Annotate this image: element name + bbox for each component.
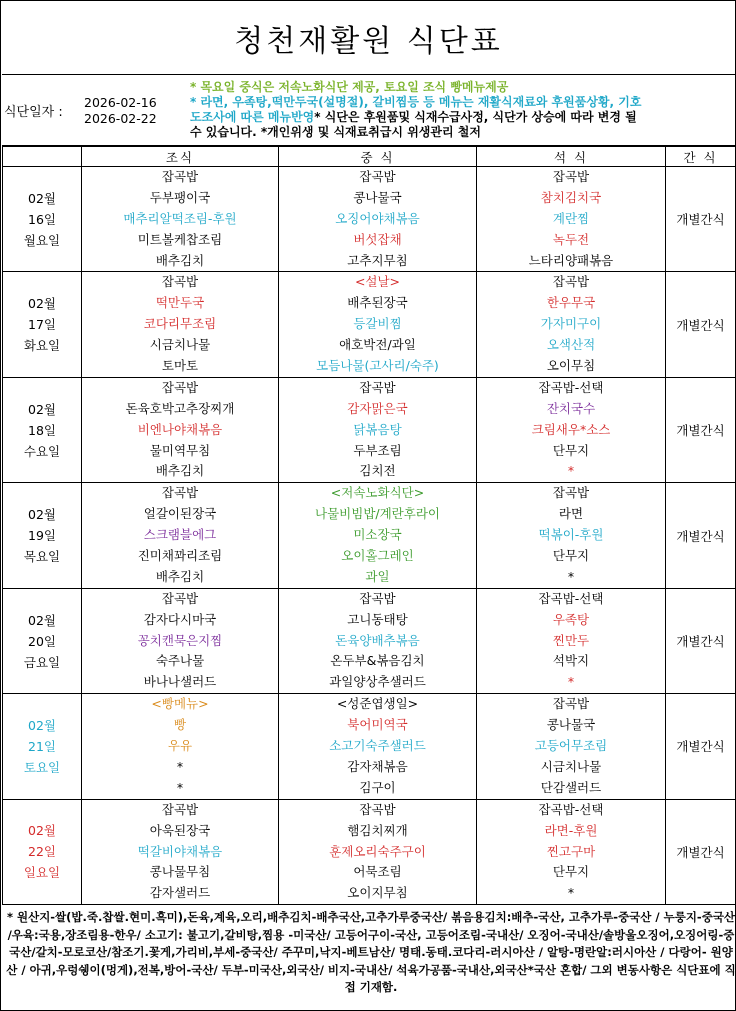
lunch-cell (279, 799, 477, 904)
notice-line-2: * 라면, 우족탕,떡만두국(설명절), 갈비찜등 등 메뉴는 재활식재료와 후원품상황, 기호 (190, 95, 642, 109)
lunch-item: 김치전 (359, 463, 396, 479)
breakfast-item: 잡곡밥 (161, 801, 199, 817)
breakfast-item: <빵메뉴> (151, 696, 209, 712)
breakfast-item: 콩나물무침 (149, 864, 211, 880)
dinner-item: 오색산적 (546, 337, 596, 353)
dinner-cell (477, 799, 666, 904)
day-cell (3, 588, 82, 693)
day-weekday: 토요일 (23, 759, 61, 775)
dinner-item: 계란찜 (552, 210, 590, 226)
day-weekday: 목요일 (23, 549, 61, 565)
dinner-item: 찐만두 (552, 632, 590, 648)
notice-line-1: * 목요일 중식은 저속노화식단 제공, 토요일 조식 빵메뉴제공 (190, 80, 509, 94)
snack-cell: 개별간식 (666, 483, 736, 588)
breakfast-item: 잡곡밥 (161, 274, 199, 290)
lunch-item: 닭볶음탕 (353, 421, 402, 437)
lunch-item: 잡곡밥 (359, 379, 396, 395)
lunch-item: 훈제오리숙주구이 (329, 843, 426, 859)
lunch-item: 감자맑은국 (347, 400, 408, 416)
lunch-item: 오이지무침 (347, 885, 408, 901)
breakfast-item: 잡곡밥 (161, 169, 199, 184)
dinner-item: 잡곡밥-선택 (538, 379, 604, 395)
day-day: 19일 (28, 528, 56, 544)
day-day: 20일 (28, 633, 56, 649)
lunch-item: 감자채볶음 (347, 758, 408, 774)
dinner-item: 시금치나물 (540, 758, 602, 774)
breakfast-item: 감자다시마국 (143, 611, 217, 627)
breakfast-item: 돈육호박고추장찌개 (125, 400, 235, 416)
day-cell (3, 167, 82, 272)
breakfast-item: 시금치나물 (149, 337, 211, 353)
lunch-item: 두부조림 (353, 442, 402, 458)
breakfast-item: 배추김치 (155, 463, 205, 479)
dinner-item: 우족탕 (552, 611, 590, 627)
lunch-item: 배추된장국 (347, 295, 408, 311)
snack-cell: 개별간식 (666, 799, 736, 904)
breakfast-cell (82, 588, 279, 693)
lunch-item: 나물비빔밥/계란후라이 (315, 506, 440, 522)
day-row (3, 377, 736, 482)
breakfast-item: 감자샐러드 (149, 885, 211, 901)
dinner-item: 잡곡밥 (552, 274, 590, 290)
dinner-item: 콩나물국 (546, 717, 596, 733)
breakfast-item: 꽁치캔묵은지찜 (137, 632, 223, 648)
dinner-item: 단무지 (552, 864, 590, 880)
lunch-item: 모듬나물(고사리/숙주) (316, 358, 439, 374)
notice-line-3 (190, 110, 637, 125)
day-row (3, 167, 736, 272)
day-month: 02월 (28, 190, 56, 206)
header-lunch: 중 식 (279, 147, 477, 167)
dinner-cell (477, 272, 666, 377)
breakfast-item: 미트볼케찹조림 (137, 231, 223, 247)
day-weekday: 일요일 (23, 865, 61, 881)
dinner-item: 가자미구이 (540, 316, 602, 332)
day-row (3, 272, 736, 377)
lunch-item: 돈육양배추볶음 (335, 632, 420, 648)
notice-line-3-text: * 식단은 후원품및 식재수급사정, 식단가 상승에 따라 변경 될 (314, 110, 637, 124)
day-row (3, 483, 736, 588)
dinner-item: * (567, 674, 575, 690)
breakfast-cell (82, 483, 279, 588)
breakfast-item: 잡곡밥 (161, 379, 199, 395)
breakfast-item: 떡갈비야채볶음 (137, 843, 223, 859)
header-dinner: 석 식 (477, 147, 666, 167)
lunch-item: 과일양상추샐러드 (329, 674, 426, 690)
lunch-item: 오이홀그레인 (341, 548, 414, 564)
dinner-item: 석박지 (552, 653, 590, 669)
day-day: 18일 (28, 422, 56, 438)
breakfast-item: 아욱된장국 (149, 822, 211, 838)
day-month: 02월 (28, 401, 56, 417)
day-day: 17일 (28, 317, 56, 333)
breakfast-item: 비엔나야채볶음 (137, 421, 223, 437)
breakfast-item: 매추리알떡조림-후원 (123, 210, 237, 226)
breakfast-item: 빵 (173, 717, 187, 733)
breakfast-item: 토마토 (161, 358, 199, 374)
dinner-item: 고등어무조림 (534, 738, 608, 754)
dinner-item: 찐고구마 (546, 843, 596, 859)
lunch-cell (279, 272, 477, 377)
lunch-item: <성준엽생일> (336, 696, 419, 712)
dinner-cell (477, 167, 666, 272)
breakfast-item: * (176, 758, 184, 774)
snack-cell: 개별간식 (666, 588, 736, 693)
header-day (3, 147, 82, 167)
dinner-item: 라면 (558, 506, 584, 522)
day-month: 02월 (28, 612, 56, 628)
dinner-item: 잡곡밥 (552, 485, 590, 501)
dinner-item: 오이무침 (546, 358, 596, 374)
dinner-item: 잡곡밥-선택 (538, 590, 604, 606)
dinner-item: 잡곡밥 (552, 696, 590, 712)
breakfast-cell (82, 167, 279, 272)
lunch-item: 애호박전/과일 (339, 337, 416, 353)
breakfast-cell (82, 799, 279, 904)
day-row (3, 799, 736, 904)
dinner-item: 라면-후원 (544, 822, 598, 838)
breakfast-item: 우유 (167, 738, 193, 754)
day-row (3, 694, 736, 799)
lunch-cell (279, 483, 477, 588)
day-weekday: 금요일 (23, 654, 61, 670)
lunch-item: 과일 (365, 568, 390, 584)
dinner-item: * (567, 568, 575, 584)
lunch-item: 잡곡밥 (359, 169, 396, 184)
snack-cell: 개별간식 (666, 694, 736, 799)
dinner-cell (477, 694, 666, 799)
lunch-item: <설날> (354, 274, 401, 290)
day-month: 02월 (28, 717, 56, 733)
menu-body (3, 167, 736, 905)
dinner-item: 떡볶이-후원 (538, 527, 604, 543)
date-start: 2026-02-16 (84, 95, 157, 110)
breakfast-item: 물미역무침 (149, 442, 211, 458)
breakfast-item: 바나나샐러드 (143, 674, 217, 690)
date-end: 2026-02-22 (84, 111, 157, 126)
snack-cell: 개별간식 (666, 377, 736, 482)
breakfast-item: 코다리무조림 (143, 316, 217, 332)
info-section (2, 74, 735, 146)
day-cell (3, 694, 82, 799)
header-breakfast: 조식 (82, 147, 279, 167)
lunch-item: 등갈비찜 (353, 316, 402, 332)
dinner-item: 잔치국수 (546, 400, 596, 416)
day-cell (3, 799, 82, 904)
day-weekday: 수요일 (23, 443, 61, 459)
lunch-item: 잡곡밥 (359, 801, 396, 817)
dinner-item: 참치김치국 (540, 189, 602, 205)
day-weekday: 화요일 (23, 338, 61, 354)
dinner-item: 녹두전 (552, 231, 590, 247)
dinner-item: 크림새우*소스 (531, 421, 611, 437)
snack-cell: 개별간식 (666, 272, 736, 377)
breakfast-cell (82, 272, 279, 377)
dinner-item: 단무지 (552, 548, 590, 564)
dinner-item: * (567, 463, 575, 479)
lunch-cell (279, 167, 477, 272)
breakfast-item: 배추김치 (155, 568, 205, 584)
dinner-item: 잡곡밥 (552, 169, 590, 184)
day-month: 02월 (28, 823, 56, 839)
menu-table (2, 146, 736, 905)
lunch-cell (279, 694, 477, 799)
lunch-cell (279, 377, 477, 482)
lunch-item: 미소장국 (353, 527, 402, 543)
lunch-item: 북어미역국 (347, 717, 408, 733)
breakfast-cell (82, 377, 279, 482)
day-cell (3, 483, 82, 588)
breakfast-item: 얼갈이된장국 (143, 506, 217, 522)
day-day: 22일 (28, 844, 56, 860)
dinner-cell (477, 588, 666, 693)
day-day: 21일 (28, 738, 56, 754)
lunch-item: 온두부&볶음김치 (330, 653, 425, 669)
page-title: 청천재활원 식단표 (2, 2, 735, 75)
date-label: 식단일자 : (4, 105, 63, 120)
lunch-item: 김구이 (359, 779, 396, 795)
lunch-item: 고니동태탕 (347, 611, 408, 627)
lunch-item: 콩나물국 (353, 189, 402, 205)
lunch-item: 어묵조림 (353, 864, 402, 880)
notice-line-4: 수 있습니다. *개인위생 및 식재료취급시 위생관리 철저 (190, 125, 481, 139)
header-row (3, 147, 736, 167)
breakfast-item: * (176, 779, 184, 795)
lunch-cell (279, 588, 477, 693)
lunch-item: 잡곡밥 (359, 590, 396, 606)
lunch-item: 햄김치찌개 (347, 822, 408, 838)
dinner-cell (477, 483, 666, 588)
day-cell (3, 377, 82, 482)
breakfast-item: 스크램블에그 (143, 527, 217, 543)
breakfast-item: 잡곡밥 (161, 485, 199, 501)
day-day: 16일 (28, 211, 56, 227)
dinner-item: 단무지 (552, 442, 590, 458)
breakfast-item: 배추김치 (155, 252, 205, 268)
day-month: 02월 (28, 296, 56, 312)
dinner-item: 한우무국 (546, 295, 596, 311)
breakfast-cell (82, 694, 279, 799)
origin-footnote: * 원산지-쌀(밥.죽.찹쌀.현미.흑미),돈육,계육,오리,배추김치-배추국산,고추가루중국산/ 볶음용김치:배추-국산, 고추가루-중국산 / 누룽지-중국산 /우육:국용,장조림용-한우/ 소고기: 불고기,갈비탕,찜용 -미국산/ 고등어구이-국산, 고등어조림-국내산/ 오징어-국내산/솔방울오징어,오징어링-중국산/갈치-모로코산/참조기.꽃게,가리비,부세-중국산/ 주꾸미,낙지-베트남산/ 명태.동태.코다리-러시아산 / 알탕-명란알:러시아산 / 다랑어- 원양산 / 아귀,우렁쉥이(멍게),전복,방어-국산/ 두부-미국산,외국산/ 비지-국내산/ 석육가공품-국내산,외국산*국산 혼합/ 그외 변동사항은 식단표에 직접 기재함. (6, 910, 736, 994)
day-row (3, 588, 736, 693)
day-cell (3, 272, 82, 377)
breakfast-item: 진미채꽈리조림 (137, 548, 223, 564)
day-weekday: 월요일 (23, 232, 61, 248)
lunch-item: 버섯잡채 (353, 231, 402, 247)
breakfast-item: 잡곡밥 (161, 590, 199, 606)
lunch-item: <저속노화식단> (330, 485, 425, 501)
dinner-item: 잡곡밥-선택 (538, 801, 604, 817)
dinner-item: 느타리양패볶음 (528, 252, 614, 268)
breakfast-item: 숙주나물 (155, 653, 205, 669)
snack-cell: 개별간식 (666, 167, 736, 272)
dinner-cell (477, 377, 666, 482)
dinner-item: * (567, 885, 575, 901)
breakfast-item: 떡만두국 (155, 295, 205, 311)
breakfast-item: 두부팽이국 (149, 189, 211, 205)
lunch-item: 고추지무침 (347, 252, 408, 268)
lunch-item: 오징어야채볶음 (335, 210, 420, 226)
notice-line-3-highlight: 도조사에 따른 메뉴반영 (190, 110, 315, 124)
header-snack: 간 식 (666, 147, 736, 167)
lunch-item: 소고기숙주샐러드 (329, 738, 426, 754)
dinner-item: 단감샐러드 (540, 779, 602, 795)
day-month: 02월 (28, 507, 56, 523)
